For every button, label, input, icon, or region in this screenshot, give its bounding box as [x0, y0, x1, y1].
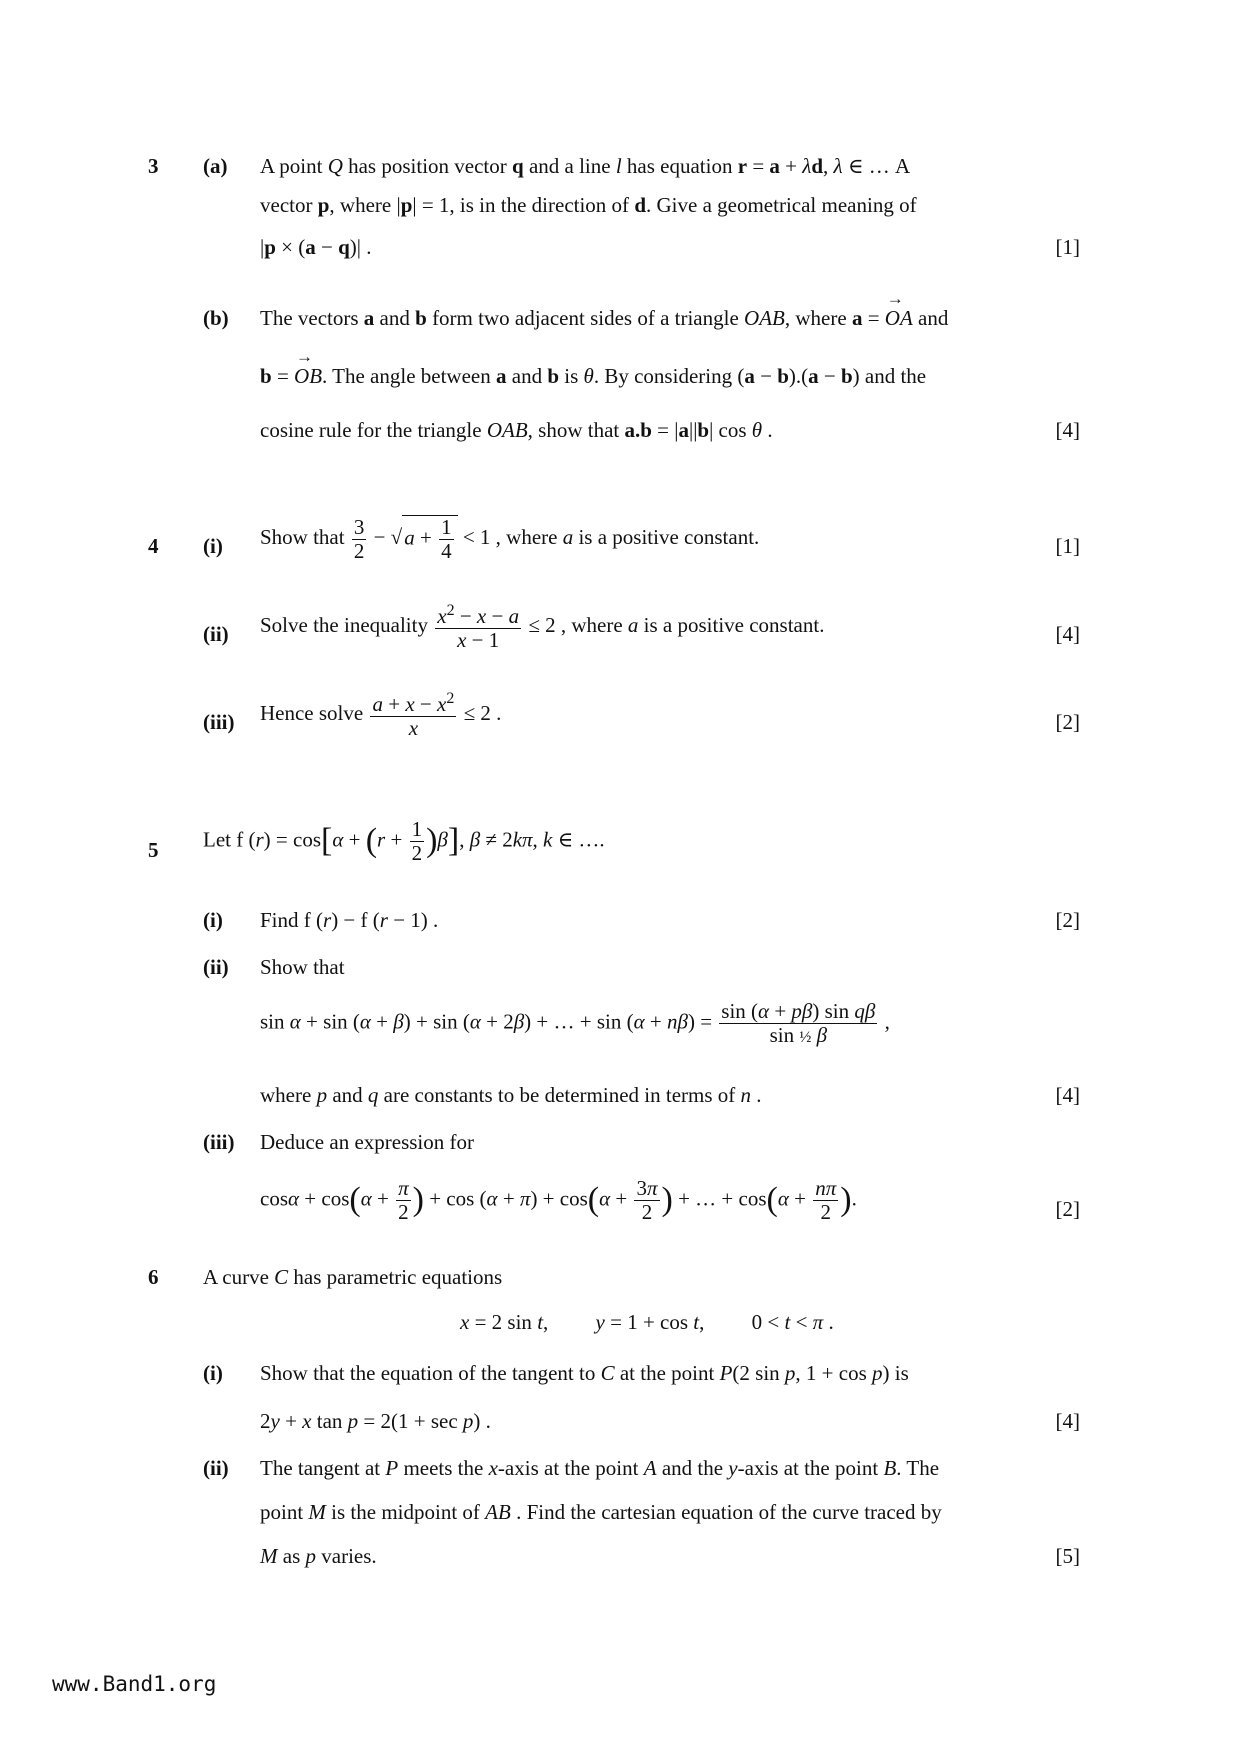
q4ii-marks: [4]: [1055, 622, 1080, 646]
question-5-number: 5: [148, 838, 159, 862]
q3a-line-1: A point Q has position vector q and a line l has equation r = a + λd, λ ∈ … A: [260, 154, 911, 178]
q5i-marks: [2]: [1055, 908, 1080, 932]
q4iii-label: (iii): [203, 710, 235, 734]
q5iii-marks: [2]: [1055, 1197, 1080, 1221]
q4iii-marks: [2]: [1055, 710, 1080, 734]
q3a-line-2: vector p, where |p| = 1, is in the direction of d. Give a geometrical meaning of: [260, 193, 917, 217]
q5iii-expression: cosα + cos(α + $\frac{\pi}{2}$ ) + cos (α + π) + cos(α + $\frac{3\pi}{2}$ ) + … + cos(α + $\frac{n\pi}{2}$ ).: [260, 1176, 857, 1225]
q6i-label: (i): [203, 1361, 223, 1385]
q3b-line-1: The vectors a and b form two adjacent sides of a triangle OAB, where a = → OA and: [260, 306, 948, 331]
q6ii-line-2: point M is the midpoint of AB . Find the cartesian equation of the curve traced by: [260, 1500, 942, 1524]
q5iii-text: Deduce an expression for: [260, 1130, 474, 1154]
q5-definition: Let f (r) = cos[α + (r + $\frac{1}{2}$ )β], β ≠ 2kπ, k ∈ ….: [203, 817, 605, 866]
q5ii-text-1: Show that: [260, 955, 345, 979]
q3b-line-3: cosine rule for the triangle OAB, show that a.b = |a||b| cos θ .: [260, 418, 773, 442]
q6-intro: A curve C has parametric equations: [203, 1265, 503, 1289]
q3a-marks: [1]: [1055, 235, 1080, 259]
q4ii-label: (ii): [203, 622, 229, 646]
q5ii-text-2: where p and q are constants to be determined in terms of n .: [260, 1083, 762, 1107]
question-4-number: 4: [148, 534, 159, 558]
q5ii-marks: [4]: [1055, 1083, 1080, 1107]
q4iii-text: Hence solve $\frac{a + x - x^2}{x}$ ≤ 2 .: [260, 690, 502, 741]
q6ii-label: (ii): [203, 1456, 229, 1480]
q6ii-line-3: M as p varies.: [260, 1544, 377, 1568]
q6ii-line-1: The tangent at P meets the x-axis at the point A and the y-axis at the point B. The: [260, 1456, 940, 1480]
q5ii-equation: sin α + sin (α + β) + sin (α + 2β) + … + sin (α + nβ) = $\frac{\text{sin (α + pβ) sin qβ}}{\text{sin ½ β}}$ ,: [260, 999, 890, 1048]
footer-url: www.Band1.org: [52, 1672, 217, 1696]
q6i-marks: [4]: [1055, 1409, 1080, 1433]
q6i-line-1: Show that the equation of the tangent to C at the point P(2 sin p, 1 + cos p) is: [260, 1361, 909, 1385]
question-6-number: 6: [148, 1265, 159, 1289]
q4i-marks: [1]: [1055, 534, 1080, 558]
q5i-label: (i): [203, 908, 223, 932]
q3b-label: (b): [203, 306, 229, 330]
q4i-text: Show that $\frac{3}{2}$ − √a + $\frac{1}{4}$ < 1 , where a is a positive constant.: [260, 514, 760, 564]
q5i-text: Find f (r) − f (r − 1) .: [260, 908, 439, 932]
q3b-line-2: b = → OB. The angle between a and b is θ. By considering (a − b).(a − b) and the: [260, 364, 926, 389]
q5iii-label: (iii): [203, 1130, 235, 1154]
q4i-label: (i): [203, 534, 223, 558]
q6i-line-2: 2y + x tan p = 2(1 + sec p) .: [260, 1409, 491, 1433]
q3b-marks: [4]: [1055, 418, 1080, 442]
q4ii-text: Solve the inequality $\frac{x^2 - x - a}{x - 1}$ ≤ 2 , where a is a positive constant.: [260, 602, 825, 653]
question-3-number: 3: [148, 154, 159, 178]
q3a-label: (a): [203, 154, 228, 178]
q6-parametric-equations: x = 2 sin t, y = 1 + cos t, 0 < t < π .: [460, 1310, 834, 1334]
q6ii-marks: [5]: [1055, 1544, 1080, 1568]
q3a-line-3: |p × (a − q)| .: [260, 235, 372, 259]
q5ii-label: (ii): [203, 955, 229, 979]
